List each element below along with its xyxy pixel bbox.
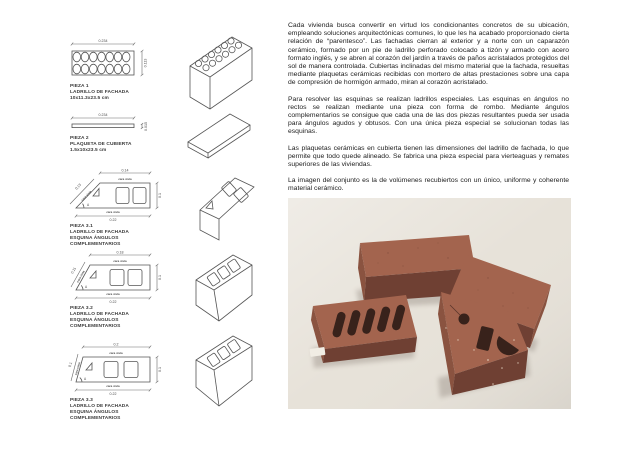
pieza-3-1-dim-diag: 0.13 [74, 182, 83, 191]
pieza-3-2-angle-label: A [85, 285, 88, 289]
pieza-3-1-label [70, 224, 129, 248]
pieza-3-3-iso-svg [186, 330, 258, 410]
paragraph-2: Para resolver las esquinas se realizan ladrillos especiales. Las esquinas en ángulos no rectos se realizan mediante una pieza con forma de rombo. Mediante ángulos complementarios se consigue que cada una de las dos piezas resultantes pueda ser usada para ángulos agudos y obtusos. Con una única pieza especial se solucionan todas las esquinas. [288, 95, 569, 136]
pieza-3-2-cara-vista-bottom: cara vista [106, 291, 120, 296]
pieza-2-dim-top: 0.234 [98, 113, 108, 117]
pieza-3-1-angle-label: A [87, 203, 90, 207]
pieza-3-2-plan-svg [60, 248, 165, 306]
pieza-1-plan-svg [60, 36, 160, 86]
pieza-3-2-iso-drawing [186, 246, 258, 331]
pieza-3-2-cara-vista-diag: cara vista [75, 269, 86, 284]
pieza-2-label [70, 136, 132, 154]
pieza-3-3-label [70, 398, 129, 422]
pieza-3-3-name: LADRILLO DE FACHADA [70, 404, 129, 409]
pieza-3-3-cara-vista-bottom: cara vista [106, 383, 120, 388]
pieza-2-dim-side: 0.015 [144, 122, 148, 131]
pieza-3-1-cara-vista-diag: cara vista [80, 189, 93, 202]
pieza-3-1-name: LADRILLO DE FACHADA [70, 230, 129, 235]
pieza-1-dim-top: 0.234 [98, 39, 108, 43]
pieza-3-1-iso-lines [200, 178, 254, 240]
pieza-1-outline [72, 51, 134, 75]
pieza-3-1-cara-vista-bottom: cara vista [106, 209, 120, 214]
pieza-3-2-dim-top: 0.18 [116, 250, 124, 255]
pieza-3-2-cara-vista-top: cara vista [113, 259, 127, 263]
pieza-3-2-plan-drawing [60, 248, 165, 311]
body-text-column [288, 22, 569, 202]
pieza-3-1-cara-vista-top: cara vista [118, 177, 132, 181]
brick-photo-svg [288, 198, 571, 409]
pieza-1-label [70, 84, 129, 102]
pieza-3-3-plan-svg [60, 340, 165, 398]
pieza-3-2-dim-side: 0.1 [158, 275, 162, 280]
pieza-3-3-iso-lines [196, 336, 252, 406]
pieza-3-2-label [70, 306, 129, 330]
pieza-2-outline [72, 124, 134, 128]
pieza-3-3-line2: ESQUINA ÁNGULOS [70, 410, 119, 415]
pieza-3-1-iso-svg [190, 166, 262, 244]
pieza-2-size: 1.5x10x23.5 cm [70, 148, 107, 153]
pieza-3-1-id: PIEZA 3.1 [70, 224, 93, 229]
pieza-3-2-iso-lines [196, 255, 252, 321]
pieza-3-1-line2: ESQUINA ÁNGULOS [70, 236, 119, 241]
pieza-3-1-plan-drawing [60, 166, 165, 229]
pieza-3-1-line3: COMPLEMENTARIOS [70, 242, 121, 247]
corner-piece-round-hole [459, 314, 470, 325]
brick-perforated [310, 295, 417, 363]
pieza-3-1-iso-drawing [190, 166, 262, 249]
pieza-3-3-dim-diag: 0.1 [67, 361, 74, 368]
pieza-2-dim-lines [71, 117, 143, 129]
pieza-3-3-cara-vista-diag: cara vista [73, 361, 82, 376]
pieza-1-dim-side: 0.113 [143, 58, 148, 68]
pieza-3-2-id: PIEZA 3.2 [70, 306, 93, 311]
pieza-3-2-line2: ESQUINA ÁNGULOS [70, 318, 119, 323]
pieza-3-3-plan-drawing [60, 340, 165, 403]
pieza-3-2-dim-bottom: 0.22 [109, 300, 117, 304]
pieza-2-iso-drawing [182, 104, 260, 171]
brick-photo [288, 198, 571, 409]
pieza-1-plan-drawing [60, 36, 160, 91]
pieza-3-2-iso-svg [186, 246, 258, 326]
pieza-2-plan-svg [60, 110, 160, 136]
pieza-3-3-dim-side: 0.1 [158, 367, 162, 372]
paragraph-3: Las plaquetas cerámicas en cubierta tienen las dimensiones del ladrillo de fachada, lo que permite que todo quede alineado. Se fabrica una pieza especial para vierteaguas y remates superiores de las viviendas. [288, 144, 569, 169]
pieza-3-3-cara-vista-top: cara vista [109, 351, 123, 355]
pieza-2-name: PLAQUETA DE CUBIERTA [70, 142, 132, 147]
paragraph-1: Cada vivienda busca convertir en virtud los condicionantes concretos de su ubicación, empleando soluciones arquitectónicas comunes, lo que les ha acabado proporcionado cierta relación de “parentesco”. Las fachadas cierran al exterior y a norte con un caparazón cerámico, formado por un pie de ladrillo perforado colocado a tizón y armado con acero formato inglés, y se abren al corazón del jardín a través de paños acristalados protegidos del sol de manera controlada. Cubiertas inclinadas del mismo material que la fachada, resueltas mediante plaquetas cerámicas recibidas con mortero de altas prestaciones sobre una capa de compresión de hormigón armado, miran al corazón acristalado. [288, 22, 569, 87]
pieza-3-3-iso-drawing [186, 330, 258, 415]
pieza-3-3-dim-bottom: 0.22 [109, 392, 117, 396]
pieza-2-id: PIEZA 2 [70, 136, 89, 141]
pieza-3-3-id: PIEZA 3.3 [70, 398, 93, 403]
pieza-2-iso-lines [188, 114, 250, 158]
pieza-3-3-line3: COMPLEMENTARIOS [70, 416, 121, 421]
pieza-3-3-outline [73, 357, 150, 382]
pieza-1-iso-svg [182, 26, 260, 114]
pieza-3-3-angle-label: A [84, 377, 87, 381]
pieza-1-id: PIEZA 1 [70, 84, 89, 89]
pieza-3-1-dim-top: 0.14 [121, 168, 129, 173]
pieza-3-2-dim-diag: 0.11 [70, 266, 78, 275]
pieza-3-3-dim-top: 0.2 [113, 342, 119, 347]
pieza-1-name: LADRILLO DE FACHADA [70, 90, 129, 95]
pieza-3-1-dim-side: 0.1 [158, 193, 162, 198]
pieza-3-1-plan-svg [60, 166, 165, 224]
pieza-1-size: 10x11.3x23.5 cm [70, 96, 109, 101]
paragraph-4: La imagen del conjunto es la de volúmenes recubiertos con un único, uniforme y coherente material cerámico. [288, 177, 569, 193]
pieza-1-iso-lines [190, 37, 252, 109]
pieza-3-2-line3: COMPLEMENTARIOS [70, 324, 121, 329]
pieza-3-2-name: LADRILLO DE FACHADA [70, 312, 129, 317]
pieza-2-iso-svg [182, 104, 260, 166]
pieza-3-1-dim-bottom: 0.22 [109, 218, 117, 222]
